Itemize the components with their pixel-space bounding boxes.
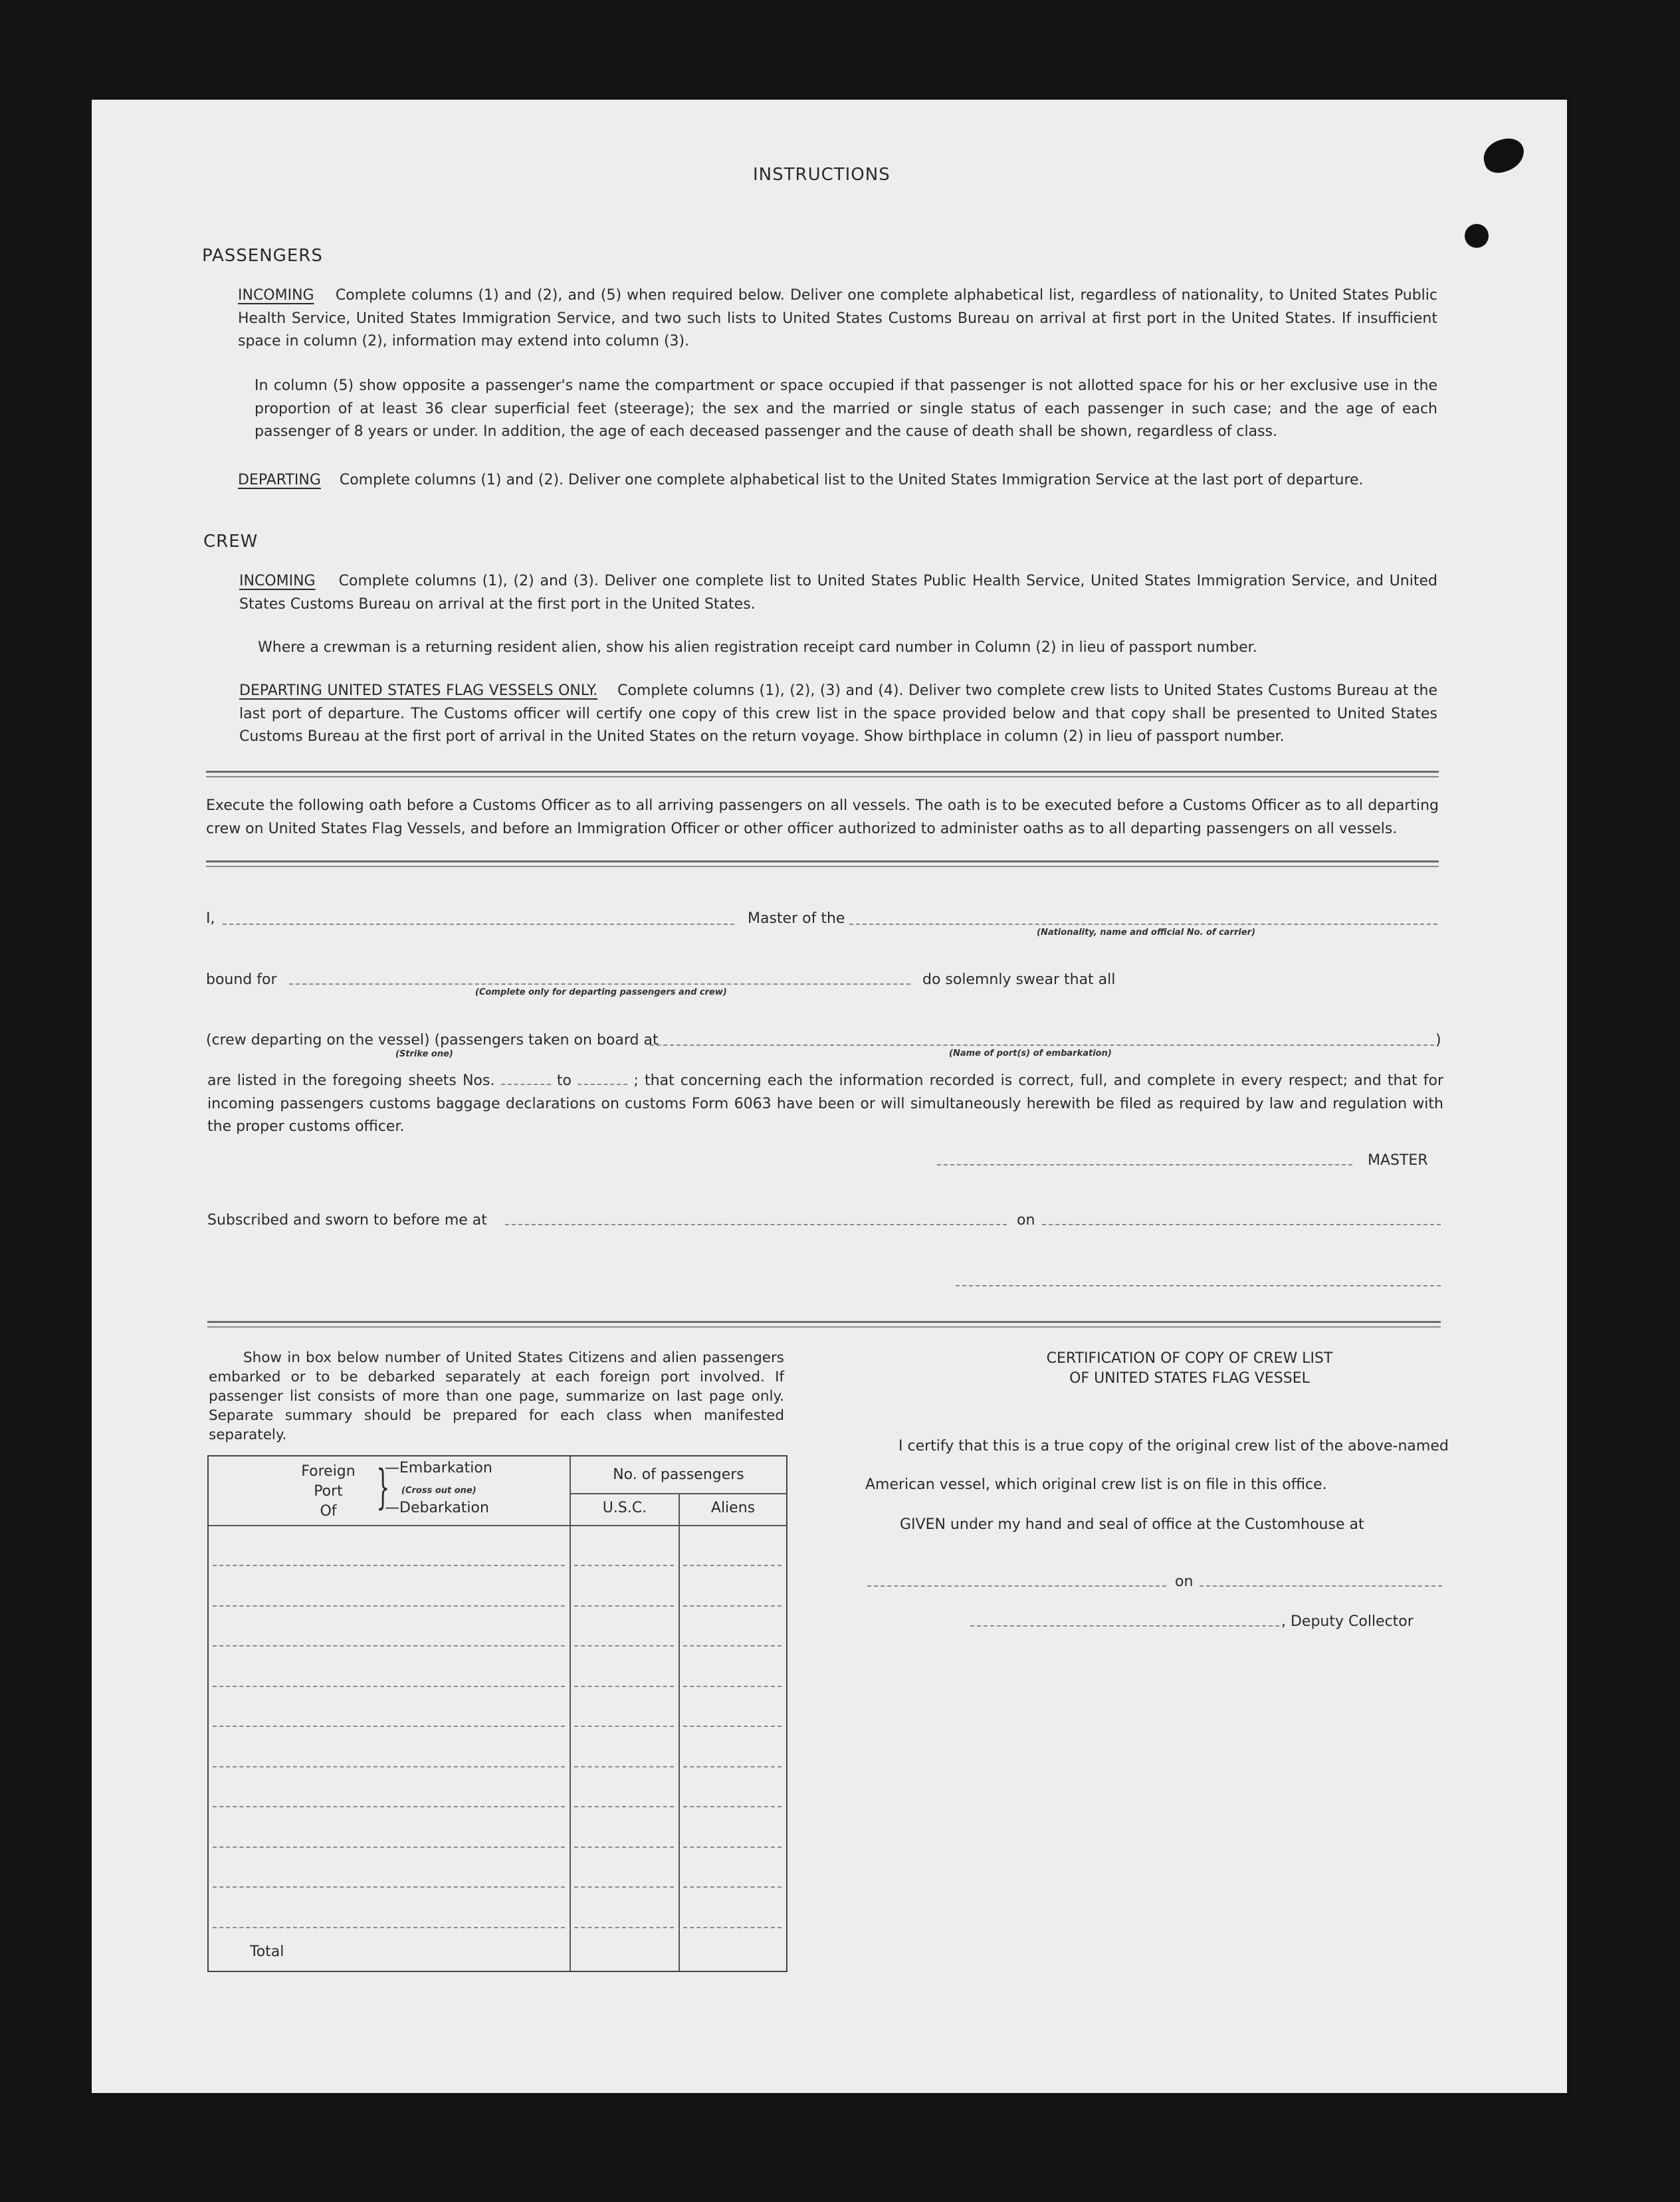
passengers-departing-text: Complete columns (1) and (2). Deliver one complete alphabetical list to the United States Immigration Service at the last port of departure. (339, 472, 1364, 488)
bound-for-field[interactable] (289, 983, 910, 985)
table-row-usc-field[interactable] (574, 1645, 674, 1647)
sheet-to-field[interactable] (578, 1072, 627, 1085)
master-label: MASTER (1368, 1152, 1428, 1169)
port-note: (Name of port(s) of embarkation) (949, 1049, 1112, 1058)
table-col-rule-1 (570, 1456, 571, 1971)
divider-3 (207, 1321, 1441, 1328)
table-row-aliens-field[interactable] (683, 1847, 782, 1848)
usc-header: U.S.C. (602, 1500, 647, 1516)
certification-heading-2: OF UNITED STATES FLAG VESSEL (1069, 1370, 1310, 1387)
certification-date-field[interactable] (1200, 1585, 1442, 1587)
embarkation-label: —Embarkation (385, 1460, 492, 1476)
listed-paragraph (207, 1070, 1443, 1139)
passengers-heading: PASSENGERS (202, 246, 323, 266)
table-col-rule-2 (679, 1493, 680, 1971)
table-subheader-rule (570, 1493, 786, 1494)
passenger-summary-table (207, 1455, 788, 1972)
listed-to: to (556, 1072, 572, 1089)
deputy-collector-signature-field[interactable] (970, 1625, 1279, 1627)
subscribed-on-label: on (1017, 1212, 1035, 1229)
summary-instruction: Show in box below number of United States Citizens and alien passengers embarked or to be debarked separately at each foreign port involved. If passenger list consists of more than one page, summarize on last page only. Separate summary should be prepared for each class when manifested separately. (209, 1350, 784, 1443)
page-title: INSTRUCTIONS (753, 165, 891, 185)
table-row-port-field[interactable] (213, 1806, 565, 1807)
table-row-port-field[interactable] (213, 1847, 565, 1848)
passengers-incoming-label: INCOMING (238, 287, 314, 304)
oath-instruction: Execute the following oath before a Customs Officer as to all arriving passengers on all vessels. The oath is to be executed before a Customs Officer as to all departing crew on United States Flag Vessels, and before an Immigration Officer or other officer authorized to administer oaths as to all departing passengers on all vessels. (206, 797, 1439, 837)
crew-incoming-label: INCOMING (239, 573, 316, 589)
master-name-field[interactable] (223, 924, 734, 925)
passengers-departing-section (238, 469, 1437, 492)
crew-departing-text: Complete columns (1), (2), (3) and (4). Deliver two complete crew lists to United States Customs Bureau at the last port of departure. The Customs officer will certify one copy of this crew list in the space provided below and that copy shall be presented to United States Customs Bureau at the first port of arrival in the United States on the return voyage. Show birthplace in column (2) in lieu of passport number. (239, 682, 1437, 745)
master-of-the-label: Master of the (748, 910, 845, 927)
table-row-port-field[interactable] (213, 1726, 565, 1727)
divider-2 (206, 860, 1439, 867)
no-of-passengers-header: No. of passengers (613, 1466, 744, 1483)
certification-line-2: American vessel, which original crew list is on file in this office. (865, 1476, 1327, 1493)
table-row-port-field[interactable] (213, 1605, 565, 1607)
table-row-port-field[interactable] (213, 1565, 565, 1566)
crew-incoming-section (239, 570, 1437, 616)
port-word: Port (314, 1483, 343, 1500)
crew-heading: CREW (203, 532, 259, 551)
table-row-aliens-field[interactable] (683, 1766, 782, 1767)
carrier-field[interactable] (849, 924, 1437, 925)
crew-departing-label: DEPARTING UNITED STATES FLAG VESSELS ONLY. (239, 682, 598, 699)
foreign-port-of-label (288, 1462, 368, 1522)
crew-departing-clause: (crew departing on the vessel) (passengers taken on board at (206, 1032, 659, 1049)
crew-incoming-text: Complete columns (1), (2) and (3). Deliver one complete list to United States Public Health Service, United States Immigration Service, and United States Customs Bureau on arrival at the first port in the United States. (239, 573, 1437, 613)
table-row-usc-field[interactable] (574, 1726, 674, 1727)
table-row-port-field[interactable] (213, 1766, 565, 1767)
listed-text-b: ; that concerning each the information recorded is correct, full, and complete in every respect; and that for incoming passengers customs baggage declarations on customs Form 6063 have been or will simultaneously herewith be filed as required by law and regulation with the proper customs officer. (207, 1072, 1444, 1135)
ink-blot-mid (1465, 224, 1489, 248)
nationality-note: (Nationality, name and official No. of carrier) (1037, 928, 1256, 938)
oath-i-label: I, (206, 910, 215, 927)
customhouse-place-field[interactable] (867, 1585, 1166, 1587)
table-row-aliens-field[interactable] (683, 1565, 782, 1566)
brace-icon: } (376, 1460, 390, 1514)
table-row-aliens-field[interactable] (683, 1645, 782, 1647)
table-row-aliens-field[interactable] (683, 1726, 782, 1727)
certification-line-1: I certify that this is a true copy of the original crew list of the above-named (898, 1438, 1449, 1454)
table-row-aliens-field[interactable] (683, 1806, 782, 1807)
subscribed-label: Subscribed and sworn to before me at (207, 1212, 487, 1229)
table-row-port-field[interactable] (213, 1645, 565, 1647)
certification-on-label: on (1175, 1573, 1194, 1590)
table-row-usc-field[interactable] (574, 1886, 674, 1888)
debarkation-label: —Debarkation (385, 1500, 489, 1516)
table-row-usc-field[interactable] (574, 1927, 674, 1928)
swear-text: do solemnly swear that all (922, 971, 1116, 988)
listed-text-a: are listed in the foregoing sheets Nos. (207, 1072, 495, 1089)
strike-one-note: (Strike one) (395, 1049, 453, 1059)
of-word: Of (320, 1503, 337, 1520)
crewman-text: Where a crewman is a returning resident alien, show his alien registration receipt card number in Column (2) in lieu of passport number. (258, 639, 1257, 656)
master-signature-field[interactable] (937, 1164, 1352, 1165)
certification-heading-1: CERTIFICATION OF COPY OF CREW LIST (1046, 1350, 1333, 1367)
deputy-collector-label: , Deputy Collector (1281, 1613, 1414, 1630)
subscribed-place-field[interactable] (505, 1224, 1007, 1225)
table-row-aliens-field[interactable] (683, 1605, 782, 1607)
table-row-port-field[interactable] (213, 1686, 565, 1687)
bound-for-label: bound for (206, 971, 277, 988)
passengers-incoming-text: Complete columns (1) and (2), and (5) when required below. Deliver one complete alphabetical list, regardless of nationality, to United States Public Health Service, United States Immigration Service, and two such lists to United States Customs Bureau on arrival at first port in the United States. If insufficient space in column (2), information may extend into column (3). (238, 287, 1437, 350)
foreign-word: Foreign (301, 1463, 356, 1480)
table-row-aliens-field[interactable] (683, 1686, 782, 1687)
table-row-usc-field[interactable] (574, 1605, 674, 1607)
close-paren: ) (1435, 1032, 1441, 1049)
aliens-header: Aliens (710, 1500, 756, 1516)
table-row-usc-field[interactable] (574, 1806, 674, 1807)
table-row-usc-field[interactable] (574, 1565, 674, 1566)
total-label: Total (250, 1944, 284, 1960)
subscribed-date-field[interactable] (1042, 1224, 1441, 1225)
officer-signature-field[interactable] (956, 1285, 1441, 1286)
table-row-usc-field[interactable] (574, 1847, 674, 1848)
table-row-aliens-field[interactable] (683, 1927, 782, 1928)
table-row-port-field[interactable] (213, 1886, 565, 1888)
table-header-rule (209, 1525, 786, 1526)
cross-out-note: (Cross out one) (401, 1486, 476, 1496)
divider-1 (206, 771, 1439, 777)
column5-text: In column (5) show opposite a passenger's name the compartment or space occupied if that passenger is not allotted space for his or her exclusive use in the proportion of at least 36 clear superficial feet (steerage); the sex and the married or single status of each passenger in such case; and the age of each passenger of 8 years or under. In addition, the age of each deceased passenger and the cause of death shall be shown, regardless of class. (255, 377, 1437, 440)
port-of-embarkation-field[interactable] (650, 1045, 1434, 1046)
table-row-usc-field[interactable] (574, 1686, 674, 1687)
departing-note: (Complete only for departing passengers and crew) (475, 987, 727, 997)
table-row-aliens-field[interactable] (683, 1886, 782, 1888)
certification-line-3: GIVEN under my hand and seal of office at the Customhouse at (900, 1516, 1364, 1533)
table-row-port-field[interactable] (213, 1927, 565, 1928)
passengers-departing-label: DEPARTING (238, 472, 321, 488)
table-row-usc-field[interactable] (574, 1766, 674, 1767)
passengers-incoming-section (238, 284, 1437, 353)
sheet-from-field[interactable] (501, 1072, 551, 1085)
crew-departing-section (239, 680, 1437, 749)
